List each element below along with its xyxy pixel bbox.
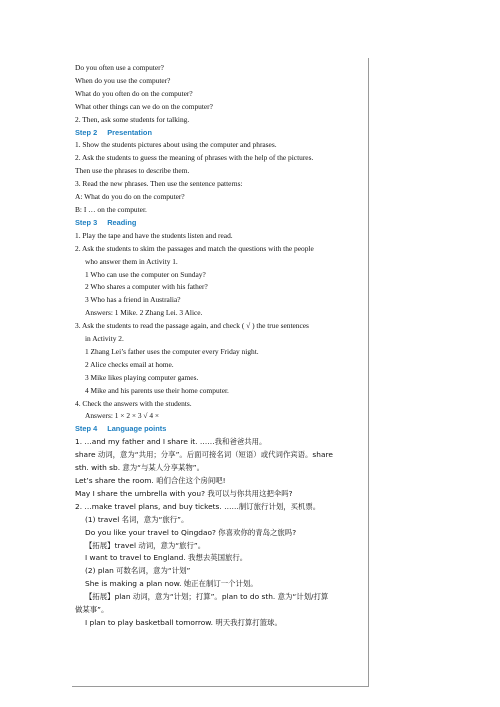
text-line: What other things can we do on the computer? xyxy=(75,101,213,111)
text-line: 4. Check the answers with the students. xyxy=(75,398,192,408)
text-line: sth. with sb. 意为“与某人分享某物”。 xyxy=(75,463,204,473)
text-line: 2. Ask the students to guess the meaning of phrases with the help of the pictures. xyxy=(75,153,314,163)
text-line: 1. …and my father and I share it. ……我和爸爸共用。 xyxy=(75,437,267,447)
text-line: A: What do you do on the computer? xyxy=(75,192,185,202)
text-line: 3 Who has a friend in Australia? xyxy=(85,295,181,305)
text-line: Let’s share the room. 咱们合住这个房间吧! xyxy=(75,476,226,485)
text-line: Answers: 1 Mike. 2 Zhang Lei. 3 Alice. xyxy=(85,308,203,318)
text-line: Do you like your travel to Qingdao? 你喜欢你的青岛之旅吗? xyxy=(85,527,297,537)
text-line: What do you often do on the computer? xyxy=(75,88,193,98)
text-line: (2) plan 可数名词，意为“计划” xyxy=(85,566,191,576)
step-label: Step 3 xyxy=(75,217,98,227)
text-line: 1 Who can use the computer on Sunday? xyxy=(85,269,206,279)
text-line: Then use the phrases to describe them. xyxy=(75,166,190,176)
section-heading xyxy=(75,217,365,230)
text-line: 4 Mike and his parents use their home computer. xyxy=(85,385,229,395)
text-line: 1 Zhang Lei’s father uses the computer every Friday night. xyxy=(85,346,259,356)
text-line: 2. Ask the students to skim the passages and match the questions with the people xyxy=(75,243,314,253)
text-line: 2 Alice checks email at home. xyxy=(85,359,174,369)
text-line: who answer them in Activity 1. xyxy=(85,256,178,266)
text-line: 2. …make travel plans, and buy tickets. ……制订旅行计划，买机票。 xyxy=(75,501,321,511)
table-border-bottom xyxy=(72,686,369,687)
table-border-right xyxy=(368,58,369,686)
section-heading xyxy=(75,127,365,140)
text-line: 1. Play the tape and have the students listen and read. xyxy=(75,230,233,240)
text-line: She is making a plan now. 她正在制订一个计划。 xyxy=(85,579,258,589)
lesson-content xyxy=(75,62,365,630)
text-line: 3. Read the new phrases. Then use the sentence patterns: xyxy=(75,179,243,189)
step-label: Step 4 xyxy=(75,424,98,434)
text-line: When do you use the computer? xyxy=(75,75,171,85)
text-line: I plan to play basketball tomorrow. 明天我打算打篮球。 xyxy=(85,617,282,627)
text-line: 2 Who shares a computer with his father? xyxy=(85,282,208,292)
text-line: May I share the umbrella with you? 我可以与你共用这把伞吗? xyxy=(75,488,293,498)
text-line: (1) travel 名词，意为“旅行”。 xyxy=(85,514,189,524)
text-line: Answers: 1 × 2 × 3 √ 4 × xyxy=(85,411,160,421)
text-line: Do you often use a computer? xyxy=(75,63,164,72)
step-title: Reading xyxy=(107,217,137,227)
step-title: Presentation xyxy=(107,127,152,137)
text-line: 3 Mike likes playing computer games. xyxy=(85,372,199,382)
text-line: in Activity 2. xyxy=(85,334,124,344)
section-heading xyxy=(75,423,365,436)
text-line: 1. Show the students pictures about using the computer and phrases. xyxy=(75,140,277,150)
text-line: 【拓展】travel 动词，意为“旅行”。 xyxy=(85,540,206,550)
step-title: Language points xyxy=(107,424,167,434)
text-line: share 动词，意为“共用；分享”。后面可接名词（短语）或代词作宾语。share xyxy=(75,450,333,460)
text-line: I want to travel to England. 我想去英国旅行。 xyxy=(85,553,248,563)
step-label: Step 2 xyxy=(75,127,98,137)
text-line: B: I … on the computer. xyxy=(75,204,147,214)
text-line: 3. Ask the students to read the passage again, and check ( √ ) the true sentences xyxy=(75,321,309,331)
text-line: 【拓展】plan 动词，意为“计划；打算”。plan to do sth. 意为“计划/打算 xyxy=(85,592,329,602)
text-line: 2. Then, ask some students for talking. xyxy=(75,114,190,124)
text-line: 做某事”。 xyxy=(75,605,109,615)
